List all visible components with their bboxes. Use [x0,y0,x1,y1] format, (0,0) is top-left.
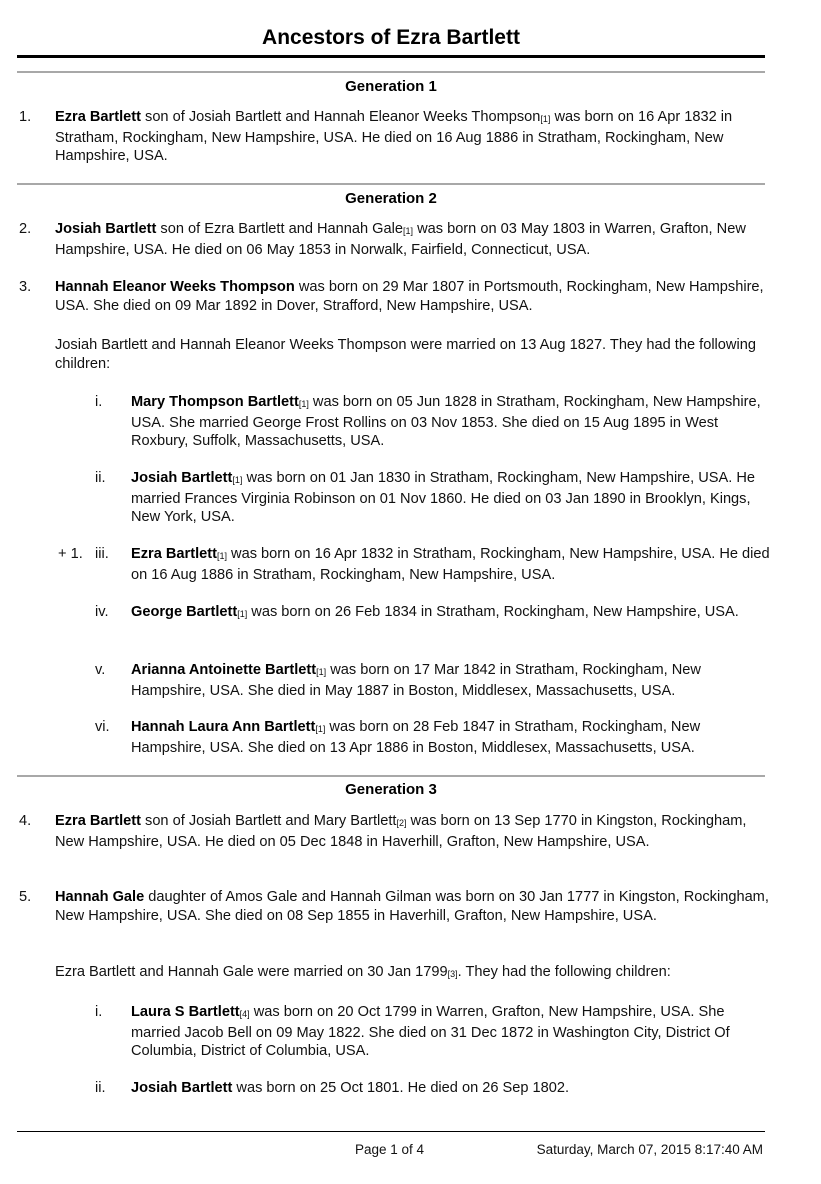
child-roman: iv. [95,604,109,620]
child-roman: iii. [95,546,109,562]
child-roman: vi. [95,719,110,735]
child-name: Ezra Bartlett [131,546,217,562]
child-name: Arianna Antoinette Bartlett [131,662,317,678]
person-name: Hannah Gale [55,889,145,905]
title-rule [17,55,765,58]
child-text [131,393,771,451]
child-name: George Bartlett [131,604,238,620]
entry-number: 5. [19,889,32,905]
citation-ref: [1] [540,114,551,124]
footer-rule [17,1131,765,1132]
child-roman: i. [95,1004,103,1020]
citation-ref: [2] [396,818,407,828]
entry-details: was born on 29 Mar 1807 in Portsmouth, Rockingham, New Hampshire, USA. She died on 09 Mar 1892 in Dover, Strafford, New Hampshire, USA. [55,279,764,314]
entry-details: was born on 03 May 1803 in Warren, Grafton, New Hampshire, USA. He died on 06 May 1853 in Norwalk, Fairfield, Connecticut, USA. [55,221,746,258]
report-timestamp: Saturday, March 07, 2015 8:17:40 AM [536,1142,763,1157]
child-details: was born on 26 Feb 1834 in Stratham, Rockingham, New Hampshire, USA. [247,604,739,620]
generation-rule [17,183,765,185]
child-name: Hannah Laura Ann Bartlett [131,719,316,735]
entry-number: 1. [19,109,32,125]
entry-parents: son of Josiah Bartlett and Hannah Eleanor Weeks Thompson [140,109,541,125]
citation-ref: [1] [232,475,243,485]
generation-heading: Generation 3 [345,781,437,798]
child-roman: v. [95,662,106,678]
child-text [131,1003,771,1061]
entry-number: 2. [19,221,32,237]
generation-heading: Generation 1 [345,78,437,95]
page-number: Page 1 of 4 [355,1142,425,1157]
entry-details: was born on 13 Sep 1770 in Kingston, Rockingham, New Hampshire, USA. He died on 05 Dec 1848 in Haverhill, Grafton, New Hampshire, USA. [55,813,747,850]
entry-number: 3. [19,279,32,295]
child-details: was born on 16 Apr 1832 in Stratham, Rockingham, New Hampshire, USA. He died on 16 Aug 1886 in Stratham, Rockingham, New Hampshire, USA. [131,546,770,583]
child-text [131,603,771,624]
entry-details: was born on 16 Apr 1832 in Stratham, Rockingham, New Hampshire, USA. He died on 16 Aug 1886 in Stratham, Rockingham, New Hampshire, USA. [55,109,733,165]
entry-text [55,220,770,259]
page-title: Ancestors of Ezra Bartlett [262,26,520,49]
marriage-text: Josiah Bartlett and Hannah Eleanor Weeks Thompson were married on 13 Aug 1827. They had the following children: [55,337,756,372]
child-text [131,1079,771,1098]
child-details: was born on 25 Oct 1801. He died on 26 Sep 1802. [232,1080,570,1096]
child-details: was born on 28 Feb 1847 in Stratham, Rockingham, New Hampshire, USA. She died on 13 Apr 1886 in Boston, Middlesex, Massachusetts, USA. [131,719,701,756]
generation-heading: Generation 2 [345,190,437,207]
child-name: Mary Thompson Bartlett [131,394,299,410]
generation-rule [17,775,765,777]
child-details: was born on 20 Oct 1799 in Warren, Grafton, New Hampshire, USA. She married Jacob Bell on 09 May 1822. She died on 31 Dec 1872 in Washington City, District Of Columbia, District of Columbia, USA. [131,1004,730,1060]
child-roman: i. [95,394,103,410]
entry-text [55,108,770,166]
citation-ref: [1] [315,724,326,734]
marriage-date-text: Ezra Bartlett and Hannah Gale were married on 30 Jan 1799 [55,964,448,980]
entry-text [55,812,770,851]
descendant-marker: + 1. [58,546,83,562]
child-details: was born on 01 Jan 1830 in Stratham, Rockingham, New Hampshire, USA. He married Frances Virginia Robinson on 01 Nov 1860. He died on 03 Jan 1890 in Brooklyn, Kings, New York, USA. [131,470,756,526]
child-details: was born on 17 Mar 1842 in Stratham, Rockingham, New Hampshire, USA. She died in May 1887 in Boston, Middlesex, Massachusetts, USA. [131,662,701,699]
citation-ref: [1] [298,399,309,409]
generation-rule [17,71,765,73]
child-name: Laura S Bartlett [131,1004,240,1020]
citation-ref: [1] [316,667,327,677]
citation-ref: [4] [239,1009,250,1019]
citation-ref: [3] [447,969,458,979]
child-text [131,718,771,757]
marriage-tail-text: . They had the following children: [457,964,671,980]
child-details: was born on 05 Jun 1828 in Stratham, Rockingham, New Hampshire, USA. She married George Frost Rollins on 03 Nov 1853. She died on 15 Aug 1895 in West Roxbury, Suffolk, Massachusetts, USA. [131,394,761,450]
entry-parents: son of Ezra Bartlett and Hannah Gale [156,221,403,237]
citation-ref: [1] [403,226,414,236]
person-name: Josiah Bartlett [55,221,157,237]
person-name: Ezra Bartlett [55,813,141,829]
child-text [131,661,771,700]
citation-ref: [1] [216,551,227,561]
person-name: Ezra Bartlett [55,109,141,125]
entry-details: daughter of Amos Gale and Hannah Gilman was born on 30 Jan 1777 in Kingston, Rockingham, New Hampshire, USA. She died on 08 Sep 1855 in Haverhill, Grafton, New Hampshire, USA. [55,889,769,924]
marriage-text [55,963,770,984]
child-roman: ii. [95,1080,106,1096]
citation-ref: [1] [237,609,248,619]
child-text [131,469,771,527]
child-name: Josiah Bartlett [131,470,233,486]
child-text [131,545,771,584]
entry-text [55,278,770,315]
child-name: Josiah Bartlett [131,1080,233,1096]
child-roman: ii. [95,470,106,486]
entry-number: 4. [19,813,32,829]
entry-text [55,888,770,925]
entry-parents: son of Josiah Bartlett and Mary Bartlett [140,813,397,829]
person-name: Hannah Eleanor Weeks Thompson [55,279,295,295]
